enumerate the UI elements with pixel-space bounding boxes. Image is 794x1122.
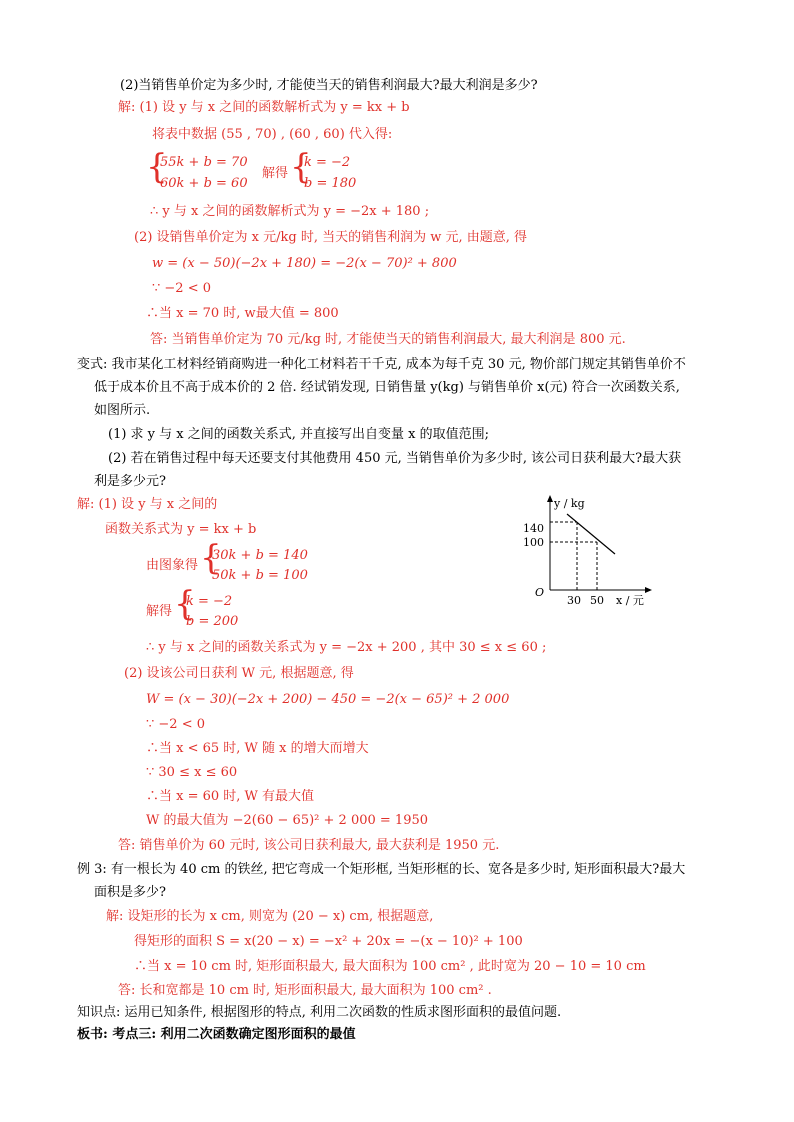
brace-left: { [200, 538, 222, 578]
variant-line1: 变式: 我市某化工材料经销商购进一种化工材料若干千克, 成本为每千克 30 元, 物价部门规定其销售单价不 [77, 357, 686, 372]
example3-solution3: ∴当 x = 10 cm 时, 矩形面积最大, 最大面积为 100 cm² , 此时宽为 20 − 10 = 10 cm [134, 959, 646, 974]
solution2-line7: ∵ −2 < 0 [146, 717, 205, 732]
question-part-2: (2)当销售单价定为多少时, 才能使当天的销售利润最大?最大利润是多少? [120, 78, 538, 93]
solution1-line7: ∴当 x = 70 时, w最大值 = 800 [146, 306, 339, 321]
variant-line3: 如图所示. [94, 403, 151, 418]
system1-eq-a: 55k + b = 70 [160, 155, 248, 170]
brace-left: { [174, 584, 196, 624]
knowledge-point: 知识点: 运用已知条件, 根据图形的特点, 利用二次函数的性质求图形面积的最值问题. [77, 1005, 562, 1020]
graph-label: 由图象得 [146, 558, 199, 573]
variant-question-1: (1) 求 y 与 x 之间的函数关系式, 并直接写出自变量 x 的取值范围; [108, 427, 489, 442]
example3-line1: 例 3: 有一根长为 40 cm 的铁丝, 把它弯成一个矩形框, 当矩形框的长、宽各是多少时, 矩形面积最大?最大 [77, 862, 686, 877]
solution1-line2: 将表中数据 (55 , 70) , (60 , 60) 代入得: [152, 127, 393, 142]
solution2-line5: (2) 设该公司日获利 W 元, 根据题意, 得 [124, 666, 354, 681]
variant-line2: 低于成本价且不高于成本价的 2 倍. 经试销发现, 日销售量 y(kg) 与销售单价 x(元) 符合一次函数关系, [94, 380, 680, 395]
system2-sol-b: b = 200 [186, 614, 239, 629]
solution1-line4: (2) 设销售单价定为 x 元/kg 时, 当天的销售利润为 w 元, 由题意, 得 [134, 230, 528, 245]
solution2-answer: 答: 销售单价为 60 元时, 该公司日获利最大, 最大获利是 1950 元. [118, 838, 500, 853]
board-note: 板书: 考点三: 利用二次函数确定图形面积的最值 [77, 1027, 356, 1042]
system1-eq-b: 60k + b = 60 [160, 176, 248, 191]
x-tick-50: 50 [590, 594, 604, 607]
example3-solution2: 得矩形的面积 S = x(20 − x) = −x² + 20x = −(x − 10)² + 100 [134, 934, 523, 949]
brace-left: { [290, 147, 312, 187]
solution1-line1: 解: (1) 设 y 与 x 之间的函数解析式为 y = kx + b [118, 100, 410, 115]
solution2-line6: W = (x − 30)(−2x + 200) − 450 = −2(x − 65)² + 2 000 [146, 692, 510, 707]
y-axis-arrow [547, 495, 553, 502]
x-axis-label: x / 元 [616, 594, 644, 607]
solution2-line2: 函数关系式为 y = kx + b [105, 522, 257, 537]
solution1-line6: ∵ −2 < 0 [152, 281, 211, 296]
solution2-line9: ∵ 30 ≤ x ≤ 60 [146, 765, 238, 780]
example3-answer: 答: 长和宽都是 10 cm 时, 矩形面积最大, 最大面积为 100 cm² . [118, 983, 492, 998]
origin-label: O [535, 586, 545, 599]
example3-solution1: 解: 设矩形的长为 x cm, 则宽为 (20 − x) cm, 根据题意, [106, 909, 434, 924]
y-tick-140: 140 [523, 522, 544, 535]
example3-line2: 面积是多少? [94, 885, 166, 900]
y-axis-label: y / kg [554, 497, 585, 510]
variant-question-2b: 利是多少元? [94, 474, 166, 489]
linear-graph [515, 490, 660, 610]
solution2-line10: ∴当 x = 60 时, W 有最大值 [146, 789, 315, 804]
system1-sol-a: k = −2 [304, 155, 351, 170]
solution1-line5: w = (x − 50)(−2x + 180) = −2(x − 70)² + 800 [152, 256, 457, 271]
brace-left: { [146, 147, 168, 187]
function-line [567, 514, 615, 554]
solution2-line1: 解: (1) 设 y 与 x 之间的 [77, 497, 218, 512]
system1-sol-b: b = 180 [304, 176, 357, 191]
system2-eq-a: 30k + b = 140 [212, 548, 308, 563]
solve-label: 解得 [262, 166, 289, 181]
system2-sol-a: k = −2 [186, 594, 233, 609]
system2-eq-b: 50k + b = 100 [212, 568, 308, 583]
solve-label-2: 解得 [146, 604, 173, 619]
solution2-line8: ∴当 x < 65 时, W 随 x 的增大而增大 [146, 741, 369, 756]
variant-question-2a: (2) 若在销售过程中每天还要支付其他费用 450 元, 当销售单价为多少时, 该公司日获利最大?最大获 [108, 451, 682, 466]
solution2-line11: W 的最大值为 −2(60 − 65)² + 2 000 = 1950 [146, 813, 429, 828]
solution2-line4: ∴ y 与 x 之间的函数关系式为 y = −2x + 200 , 其中 30 ≤ x ≤ 60 ; [146, 640, 547, 655]
solution1-line3: ∴ y 与 x 之间的函数解析式为 y = −2x + 180 ; [150, 204, 430, 219]
solution1-answer: 答: 当销售单价定为 70 元/kg 时, 才能使当天的销售利润最大, 最大利润是 800 元. [150, 332, 626, 347]
y-tick-100: 100 [523, 536, 544, 549]
x-tick-30: 30 [567, 594, 581, 607]
x-axis-arrow [645, 587, 652, 593]
